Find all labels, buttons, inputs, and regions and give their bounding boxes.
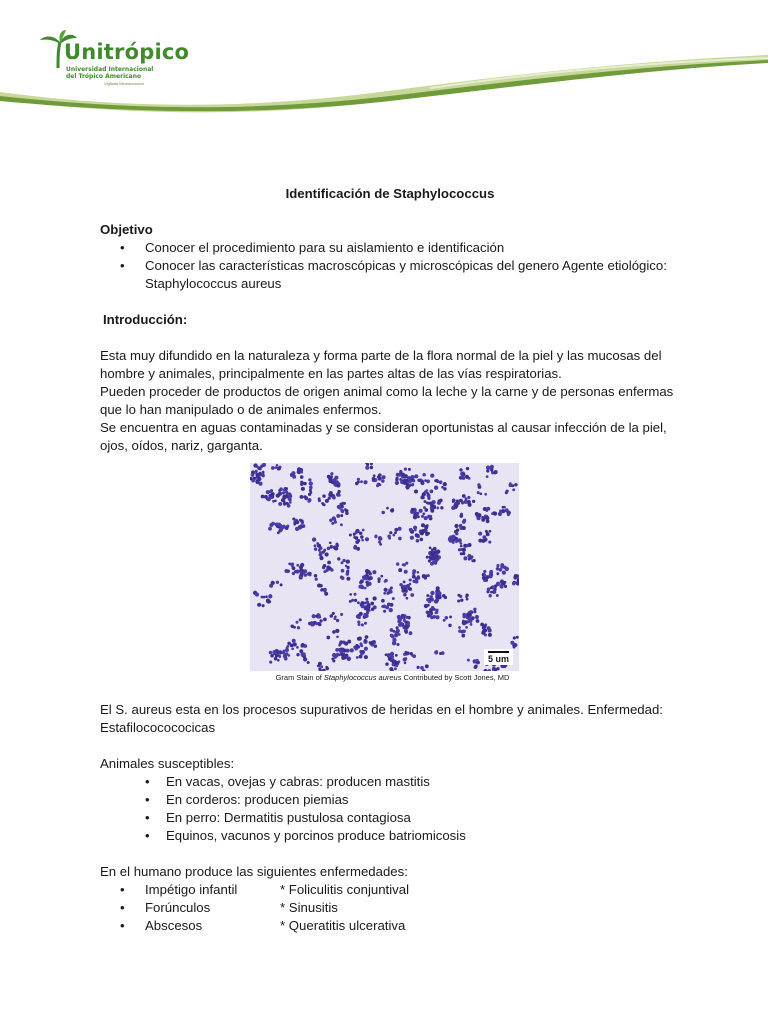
bullet-icon: • xyxy=(120,258,125,273)
human-diseases-list xyxy=(100,881,680,935)
objective-list xyxy=(100,239,680,293)
intro-paragraph-3: Se encuentra en aguas contaminadas y se consideran oportunistas al causar infección de la piel, ojos, oídos, nariz, garganta. xyxy=(100,420,667,453)
animals-heading: Animales susceptibles: xyxy=(100,756,235,771)
figure-caption: Gram Stain of Staphylococcus aureus Contributed by Scott Jones, MD xyxy=(275,673,510,682)
bullet-icon: • xyxy=(145,828,150,843)
scale-bar: 5 um xyxy=(484,649,513,665)
list-item: • Impétigo infantil * Foliculitis conjuntival xyxy=(120,882,409,897)
page-header xyxy=(0,0,768,115)
list-item: • Abscesos * Queratitis ulcerativa xyxy=(120,918,406,933)
aureus-paragraph: El S. aureus esta en los procesos supurativos de heridas en el hombre y animales. Enfermedad: Estafilococococicas xyxy=(100,702,663,735)
objective-heading: Objetivo xyxy=(100,222,153,237)
logo-tagline: Vigilada Mineducación xyxy=(104,81,144,86)
logo-wordmark: Unitrópico xyxy=(64,40,190,64)
list-item: • Equinos, vacunos y porcinos produce batriomicosis xyxy=(145,828,466,843)
list-item: • Forúnculos * Sinusitis xyxy=(120,900,338,915)
intro-paragraph-2: Pueden proceder de productos de origen animal como la leche y la carne y de personas enfermas que lo han manipulado o de animales enfermos. xyxy=(100,384,674,417)
logo-subtitle-line1: Universidad Internacional xyxy=(66,66,154,73)
intro-heading: Introducción: xyxy=(103,312,188,327)
human-heading: En el humano produce las siguientes enfermedades: xyxy=(100,864,408,879)
gram-stain-image xyxy=(250,463,519,671)
bullet-icon: • xyxy=(145,810,150,825)
logo-subtitle-line2: del Trópico Americano xyxy=(66,73,142,80)
bullet-icon: • xyxy=(120,900,125,915)
list-item: • En corderos: producen piemias xyxy=(145,792,349,807)
bullet-icon: • xyxy=(120,918,125,933)
intro-paragraph-1: Esta muy difundido en la naturaleza y forma parte de la flora normal de la piel y las mucosas del hombre y animales, principalmente en las partes altas de las vías respiratorias. xyxy=(100,348,662,381)
bullet-icon: • xyxy=(120,240,125,255)
list-item: • En perro: Dermatitis pustulosa contagiosa xyxy=(145,810,411,825)
list-item: • Conocer las características macroscópicas y microscópicas del genero Agente etiológico: Staphylococcus aureus xyxy=(120,258,667,291)
bullet-icon: • xyxy=(145,792,150,807)
list-item: • En vacas, ovejas y cabras: producen mastitis xyxy=(145,774,430,789)
document-body xyxy=(100,185,680,935)
animals-list xyxy=(100,773,680,845)
bullet-icon: • xyxy=(120,882,125,897)
list-item: • Conocer el procedimiento para su aislamiento e identificación xyxy=(120,240,505,255)
micrograph-cocci xyxy=(250,463,519,671)
document-title: Identificación de Staphylococcus xyxy=(285,186,495,201)
gram-stain-figure xyxy=(100,463,680,683)
bullet-icon: • xyxy=(145,774,150,789)
